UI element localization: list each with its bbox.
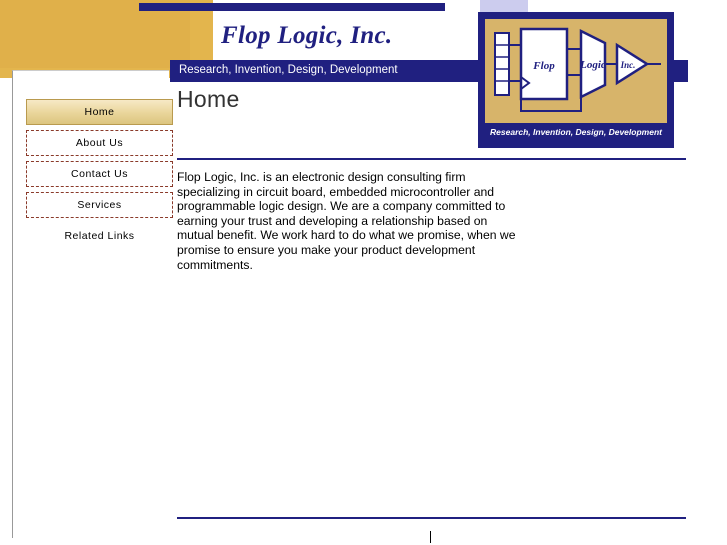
content-divider-top [177,158,686,160]
nav-item-label: Services [77,199,122,211]
page-title: Home [177,86,240,112]
svg-text:Logic: Logic [580,59,606,71]
content-divider-bottom [177,517,686,519]
nav-item-about-us[interactable] [26,130,173,156]
tagline-text: Research, Invention, Design, Development [179,64,398,76]
nav-item-label: Contact Us [71,168,128,180]
nav-item-contact-us[interactable] [26,161,173,187]
nav-item-home[interactable] [26,99,173,125]
svg-text:Flop: Flop [533,60,555,72]
nav-item-label: Home [84,106,115,118]
logo-caption: Research, Invention, Design, Development [484,123,668,142]
nav-item-label: Related Links [64,230,135,242]
navy-top-bar [139,3,445,11]
left-navigation-panel [12,70,169,538]
nav-item-services[interactable] [26,192,173,218]
text-caret [430,531,431,543]
site-title: Flop Logic, Inc. [221,22,393,49]
nav-item-label: About Us [75,137,124,149]
header-right-divider [686,60,688,82]
intro-paragraph: Flop Logic, Inc. is an electronic design consulting firm specializing in circuit board, embedded microcontroller and programmable logic design. We are a company committed to earning your trust and developing a relationship based on mutual benefit. We work hard to do what we promise, when we promise to ensure you make your product development commitments. [177,170,516,272]
nav-item-related-links[interactable] [26,224,173,248]
svg-text:Inc.: Inc. [620,60,636,70]
